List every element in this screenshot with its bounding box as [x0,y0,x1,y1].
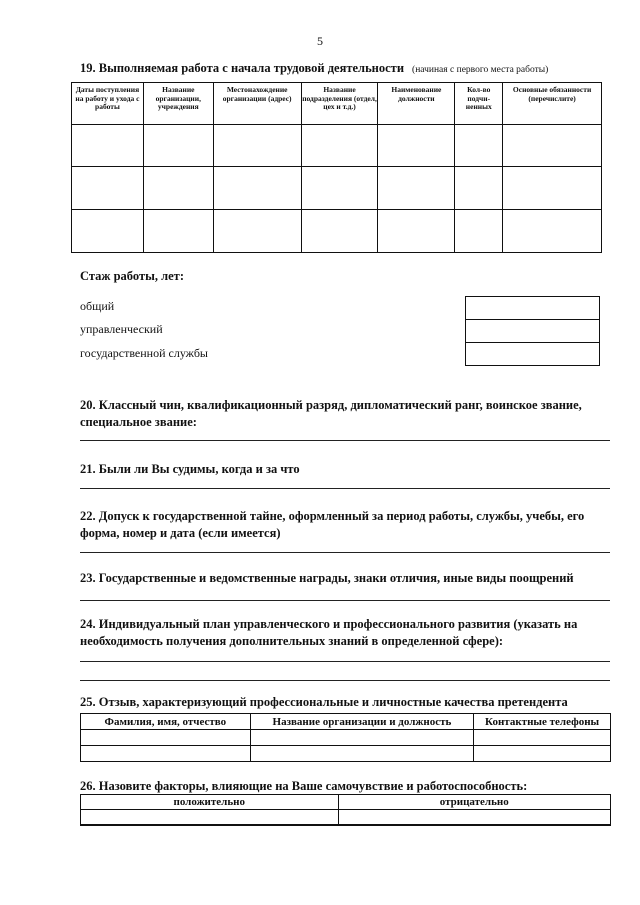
factors-header-row [81,795,611,810]
column-header: Наименование должности [378,83,455,125]
table-cell[interactable] [301,210,378,253]
q24-title: 24. Индивидуальный план управленческого и профессионального развития (указать на необходимость получения дополнительных знаний в определенной сфере): [80,617,578,648]
column-header: Местонахождение организации (адрес) [213,83,301,125]
q22-title: 22. Допуск к государственной тайне, оформленный за период работы, службы, учебы, его форма, номер и дата (если имеется) [80,509,585,540]
q21-answer-line[interactable] [80,488,610,489]
table-cell[interactable] [213,167,301,210]
work-history-header-row [72,83,602,125]
table-cell[interactable] [338,810,610,825]
column-header: Название организации, учреждения [143,83,213,125]
table-cell[interactable] [503,125,602,167]
q21-title: 21. Были ли Вы судимы, когда и за что [80,462,300,476]
table-cell[interactable] [503,167,602,210]
q19-note: (начиная с первого места работы) [412,65,549,75]
table-cell[interactable] [338,825,610,826]
factors-table [80,794,611,826]
table-cell[interactable] [474,730,611,746]
table-cell[interactable] [213,125,301,167]
q26-title: 26. Назовите факторы, влияющие на Ваше самочувствие и работоспособность: [80,779,528,793]
table-cell[interactable] [143,167,213,210]
q23-title: 23. Государственные и ведомственные награды, знаки отличия, иные виды поощрений [80,571,574,585]
column-header: Фамилия, имя, отчество [81,714,251,730]
experience-total-field[interactable] [466,297,600,320]
table-cell[interactable] [81,730,251,746]
column-header-positive: положительно [81,795,339,810]
experience-boxes [465,296,600,366]
table-row [72,125,602,167]
references-table [80,713,611,762]
column-header: Название организации и должность [250,714,474,730]
q22-answer-line[interactable] [80,552,610,553]
column-header: Даты поступления на работу и ухода с работы [72,83,144,125]
table-cell[interactable] [378,210,455,253]
table-cell[interactable] [455,167,503,210]
table-cell[interactable] [250,730,474,746]
table-cell[interactable] [455,210,503,253]
q24-answer-line[interactable] [80,661,610,662]
table-cell[interactable] [81,746,251,762]
table-cell[interactable] [81,810,339,825]
table-row [81,730,611,746]
experience-label-management: управленческий [80,322,163,336]
column-header-negative: отрицательно [338,795,610,810]
table-row [81,810,611,825]
table-cell[interactable] [455,125,503,167]
experience-management-field[interactable] [466,320,600,343]
table-cell[interactable] [301,125,378,167]
q20-answer-line[interactable] [80,440,610,441]
table-cell[interactable] [213,210,301,253]
table-cell[interactable] [250,746,474,762]
table-row [81,825,611,826]
q19-title [80,60,620,79]
table-cell[interactable] [72,210,144,253]
experience-title: Стаж работы, лет: [80,269,184,283]
experience-label-civil-service: государственной службы [80,346,208,360]
table-cell[interactable] [503,210,602,253]
column-header: Название подразделения (отдел, цех и т.д.) [301,83,378,125]
q20-title: 20. Классный чин, квалификационный разряд, дипломатический ранг, воинское звание, специальное звание: [80,398,582,429]
experience-civil-service-field[interactable] [466,343,600,366]
table-cell[interactable] [143,210,213,253]
table-cell[interactable] [378,125,455,167]
table-cell[interactable] [378,167,455,210]
q23-answer-line[interactable] [80,600,610,601]
table-row [72,210,602,253]
table-cell[interactable] [143,125,213,167]
experience-label-total: общий [80,299,115,313]
column-header: Кол-во подчи-ненных [455,83,503,125]
q24-answer-line[interactable] [80,680,610,681]
column-header: Основные обязанности (перечислите) [503,83,602,125]
table-cell[interactable] [474,746,611,762]
work-history-table [71,82,602,253]
table-cell[interactable] [301,167,378,210]
table-cell[interactable] [72,167,144,210]
page-number: 5 [317,34,323,48]
references-header-row [81,714,611,730]
table-row [81,746,611,762]
q19-title-text: 19. Выполняемая работа с начала трудовой деятельности [80,61,405,75]
table-cell[interactable] [81,825,339,826]
table-cell[interactable] [72,125,144,167]
q25-title: 25. Отзыв, характеризующий профессиональные и личностные качества претендента [80,695,568,709]
table-row [72,167,602,210]
column-header: Контактные телефоны [474,714,611,730]
